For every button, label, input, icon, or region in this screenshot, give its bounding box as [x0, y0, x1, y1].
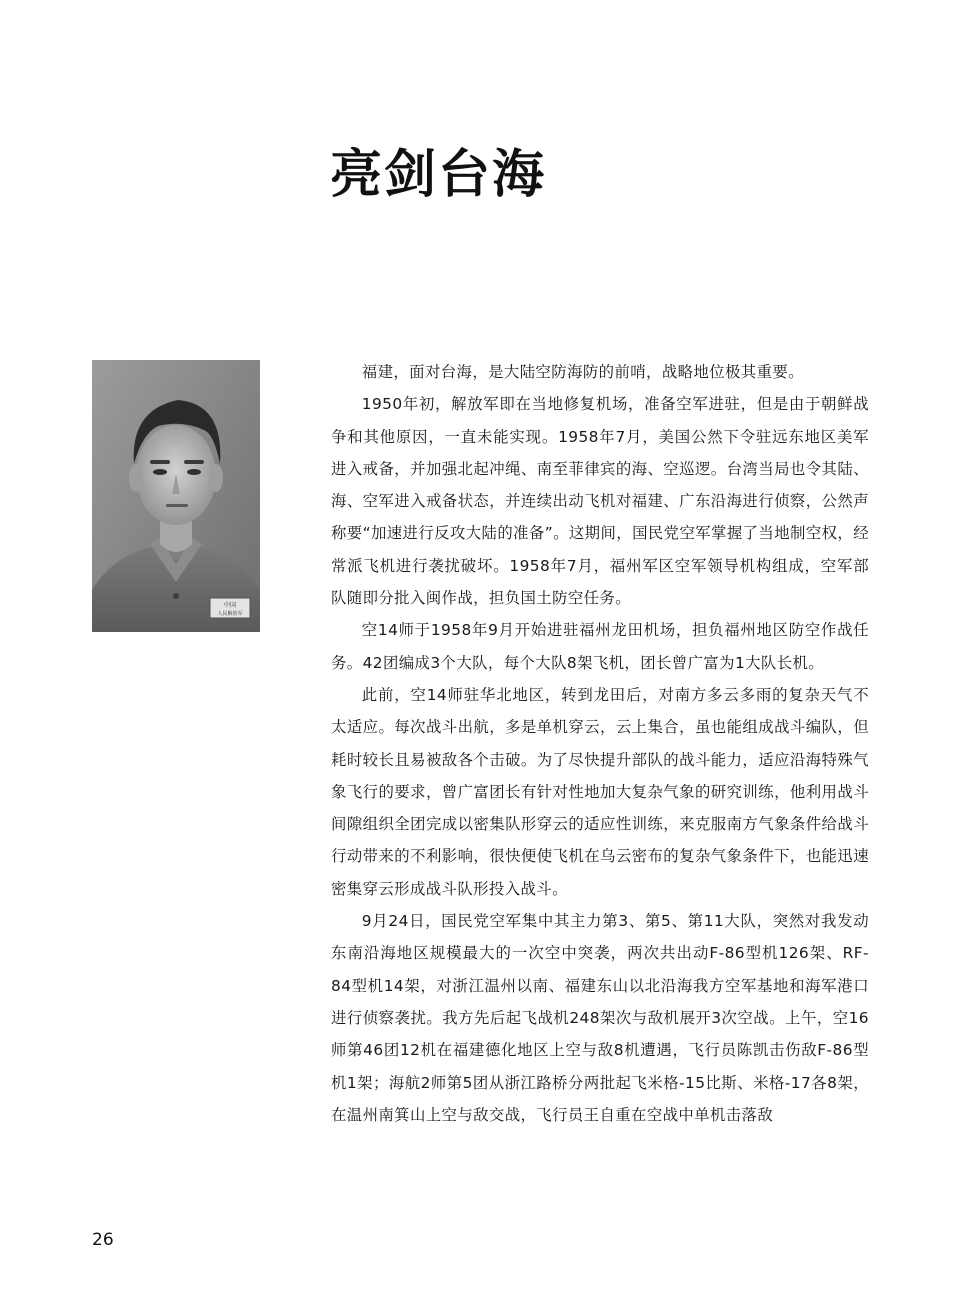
chapter-title: 亮剑台海 [330, 145, 547, 205]
page-number: 26 [92, 1230, 114, 1250]
badge-line-2: 人民解放军 [217, 611, 243, 617]
paragraph-3: 空14师于1958年9月开始进驻福州龙田机场，担负福州地区防空作战任务。42团编成3个大队，每个大队8架飞机，团长曾广富为1大队长机。 [331, 621, 869, 672]
article-body [331, 356, 869, 1131]
portrait-photo-icon [92, 360, 260, 632]
paragraph-4: 此前，空14师驻华北地区，转到龙田后，对南方多云多雨的复杂天气不太适应。每次战斗出航，多是单机穿云，云上集合，虽也能组成战斗编队，但耗时较长且易被敌各个击破。为了尽快提升部队的战斗能力，适应沿海特殊气象飞行的要求，曾广富团长有针对性地加大复杂气象的研究训练，他利用战斗间隙组织全团完成以密集队形穿云的适应性训练，来克服南方气象条件给战斗行动带来的不利影响，很快便使飞机在乌云密布的复杂气象条件下，也能迅速密集穿云形成战斗队形投入战斗。 [331, 685, 869, 898]
paragraph-2: 1950年初，解放军即在当地修复机场，准备空军进驻，但是由于朝鲜战争和其他原因，一直未能实现。1958年7月，美国公然下令驻远东地区美军进入戒备，并加强北起冲绳、南至菲律宾的海、空巡逻。台湾当局也令其陆、海、空军进入戒备状态，并连续出动飞机对福建、广东沿海进行侦察，公然声称要“加速进行反攻大陆的准备”。这期间，国民党空军掌握了当地制空权，经常派飞机进行袭扰破坏。1958年7月，福州军区空军领导机构组成，空军部队随即分批入闽作战，担负国土防空任务。 [331, 395, 869, 608]
paragraph-1: 福建，面对台海，是大陆空防海防的前哨，战略地位极其重要。 [361, 363, 804, 381]
badge-line-1: 中国 [223, 602, 237, 609]
portrait-photo [92, 360, 260, 632]
paragraph-5: 9月24日，国民党空军集中其主力第3、第5、第11大队，突然对我发动东南沿海地区规模最大的一次空中突袭，两次共出动F-86型机126架、RF-84型机14架，对浙江温州以南、福建东山以北沿海我方空军基地和海军港口进行侦察袭扰。我方先后起飞战机248架次与敌机展开3次空战。上午，空16师第46团12机在福建德化地区上空与敌8机遭遇，飞行员陈凯击伤敌F-86型机1架；海航2师第5团从浙江路桥分两批起飞米格-15比斯、米格-17各8架，在温州南箕山上空与敌交战，飞行员王自重在空战中单机击落敌 [331, 912, 869, 1124]
